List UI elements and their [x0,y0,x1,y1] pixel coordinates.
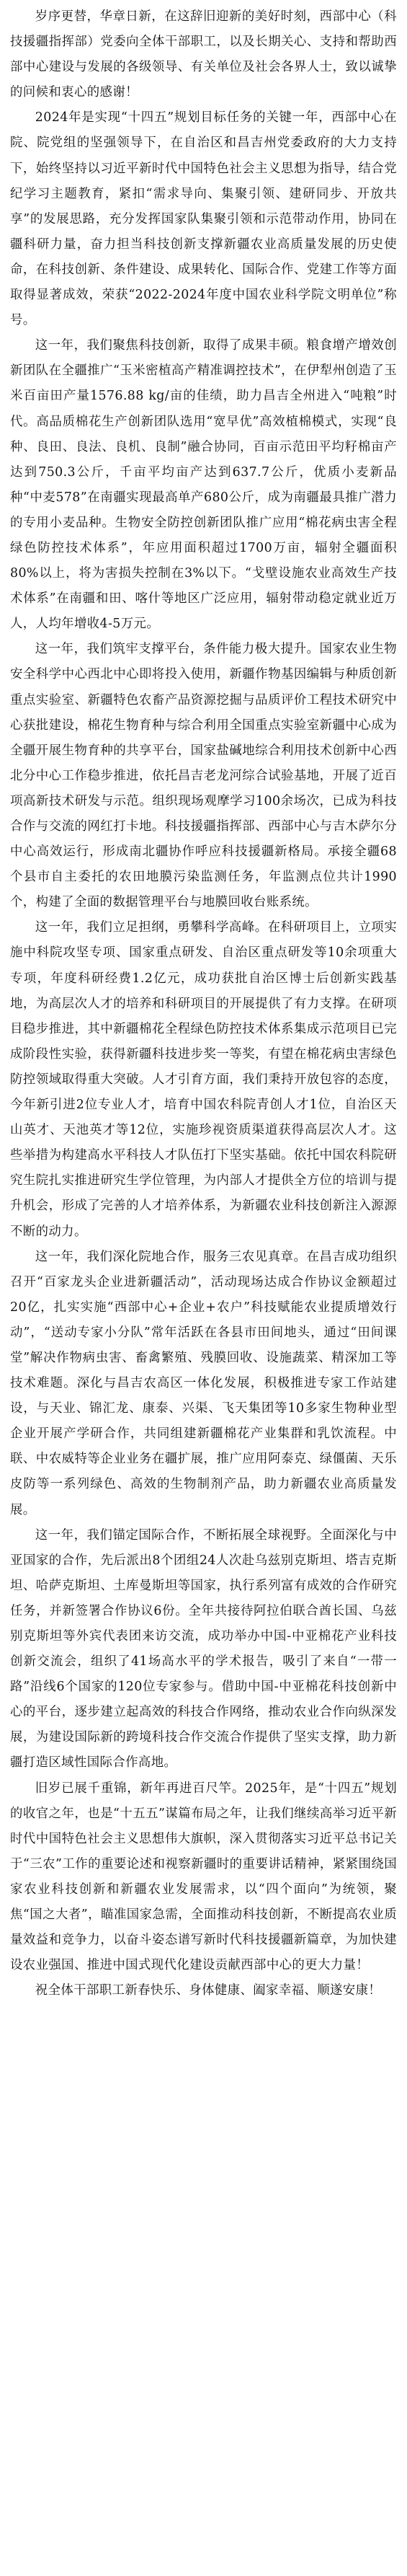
paragraph-research-and-talent: 这一年，我们立足担纲，勇攀科学高峰。在科研项目上，立项实施中科院攻坚专项、国家重点研发、自治区重点研发等10余项重大专项，年度科研经费1.2亿元，成功获批自治区博士后创新实践基地，为高层次人才的培养和科研项目的开展提供了有力支撑。在研项目稳步推进，其中新疆棉花全程绿色防控技术体系集成示范项目已完成阶段性实验，获得新疆科技进步奖一等奖，有望在棉花病虫害绿色防控领域取得重大突破。人才引育方面，我们秉持开放包容的态度，今年新引进2位专业人才，培育中国农科院青创人才1位，自治区天山英才、天池英才等12位，实施珍视资质渠道获得高层次人才。这些举措为构建高水平科技人才队伍打下坚实基础。依托中国农科院研究生院扎实推进研究生学位管理，为内部人才提供全方位的培训与提升机会，形成了完善的人才培养体系，为新疆农业科技创新注入源源不断的动力。 [10,920,397,1239]
paragraph-closing-wishes: 祝全体干部职工新春快乐、身体健康、阖家幸福、顺遂安康！ [35,1983,382,1998]
paragraph-annual-overview: 2024年是实现“十四五”规划目标任务的关键一年，西部中心在院、院党组的坚强领导下，在自治区和昌吉州党委政府的大力支持下，始终坚持以习近平新时代中国特色社会主义思想为指导，结合党纪学习主题教育，紧扣“需求导向、集聚引领、建研同步、开放共享”的发展思路，充分发挥国家队集聚引领和示范带动作用，协同在疆科研力量，奋力担当科技创新支撑新疆农业高质量发展的历史使命，在科技创新、条件建设、成果转化、国际合作、党建工作等方面取得显著成效，荣获“2022-2024年度中国农业科学院文明单位”称号。 [10,110,397,328]
paragraph-international-cooperation: 这一年，我们锚定国际合作，不断拓展全球视野。全面深化与中亚国家的合作，先后派出8个团组24人次赴乌兹别克斯坦、塔吉克斯坦、哈萨克斯坦、土库曼斯坦等国家，执行系列富有成效的合作研究任务，并新签署合作协议6份。全年共接待阿拉伯联合酋长国、乌兹别克斯坦等外宾代表团来访交流，成功举办中国-中亚棉花产业科技创新交流会，组织了41场高水平的学术报告，吸引了来自“一带一路”沿线6个国家的120位专家参与。借助中国-中亚棉花科技创新中心的平台，逐步建立起高效的科技合作网络，推动农业合作向纵深发展，为建设国际新的跨境科技合作交流合作提供了坚实支撑，助力新疆打造区域性国际合作高地。 [10,1527,397,1770]
paragraph-cooperation-and-service: 这一年，我们深化院地合作，服务三农见真章。在昌吉成功组织召开“百家龙头企业进新疆活动”，活动现场达成合作协议金额超过20亿，扎实实施“西部中心+企业+农户”科技赋能农业提质增效行动”，“送动专家小分队”常年活跃在各县市田间地头，通过“田间课堂”解决作物病虫害、畜禽繁殖、残膜回收、设施蔬菜、精深加工等技术难题。深化与昌吉农高区一体化发展，积极推进专家工作站建设，与天业、锦汇龙、康泰、兴渠、飞天集团等10多家生物种业型企业开展产学研合作，共同组建新疆棉花产业集群和乳饮流程。中联、中农威特等企业业务在疆扩展，推广应用阿泰克、绿僵菌、天乐皮防等一系列绿色、高效的生物制剂产品，助力新疆农业高质量发展。 [10,1249,397,1517]
paragraph-outlook-2025: 旧岁已展千重锦，新年再进百尺竿。2025年，是“十四五”规划的收官之年，也是“十五五”谋篇布局之年，让我们继续高举习近平新时代中国特色社会主义思想伟大旗帜，深入贯彻落实习近平总书记关于“三农”工作的重要论述和视察新疆时的重要讲话精神，紧紧围绕国家农业科技创新和新疆农业发展需求，以“四个面向”为统领，聚焦“国之大者”，瞄准国家急需，全面推动科技创新，不断提高农业质量效益和竞争力，以奋斗姿态谱写新时代科技援疆新篇章，为加快建设农业强国、推进中国式现代化建设贡献西部中心的更大力量！ [10,1781,397,1973]
paragraph-greeting: 岁序更替，华章日新，在这辞旧迎新的美好时刻，西部中心（科技援疆指挥部）党委向全体干部职工，以及长期关心、支持和帮助西部中心建设与发展的各级领导、有关单位及社会各界人士，致以诚挚的问候和衷心的感谢！ [10,9,397,100]
paragraph-platform-building: 这一年，我们筑牢支撑平台，条件能力极大提升。国家农业生物安全科学中心西北中心即将投入使用，新疆作物基因编辑与种质创新重点实验室、新疆特色农畜产品资源挖掘与品质评价工程技术研究中心获批建设，棉花生物育种与综合利用全国重点实验室新疆中心成为全疆开展生物育种的共享平台，国家盐碱地综合利用技术创新中心西北分中心工作稳步推进，依托昌吉老龙河综合试验基地，开展了近百项高新技术研发与示范。组织现场观摩学习100余场次，已成为科技合作与交流的网红打卡地。科技援疆指挥部、西部中心与吉木萨尔分中心高效运行，形成南北疆协作呼应科技援疆新格局。承接全疆68个县市自主委托的农田地膜污染监测任务，年监测点位共计1990个，构建了全面的数据管理平台与地膜回收台账系统。 [10,642,397,910]
paragraph-technology-innovation: 这一年，我们聚焦科技创新，取得了成果丰硕。粮食增产增效创新团队在全疆推广“玉米密植高产精准调控技术”，在伊犁州创造了玉米百亩田产量1576.88 kg/亩的佳绩，助力昌吉全州进入“吨粮”时代。高品质棉花生产创新团队选用“宽早优”高效植棉模式，实现“良种、良田、良法、良机、良制”融合协同，百亩示范田平均籽棉亩产达到750.3公斤，千亩平均亩产达到637.7公斤，优质小麦新品种“中麦578”在南疆实现最高单产680公斤，成为南疆最具推广潜力的专用小麦品种。生物安全防控创新团队推广应用“棉花病虫害全程绿色防控技术体系”，年应用面积超过1700万亩，辐射全疆面积80%以上，将为害损失控制在3%以下。“戈壁设施农业高效生产技术体系”在南疆和田、喀什等地区广泛应用，辐射带动稳定就业近万人，人均年增收4-5万元。 [10,338,397,632]
